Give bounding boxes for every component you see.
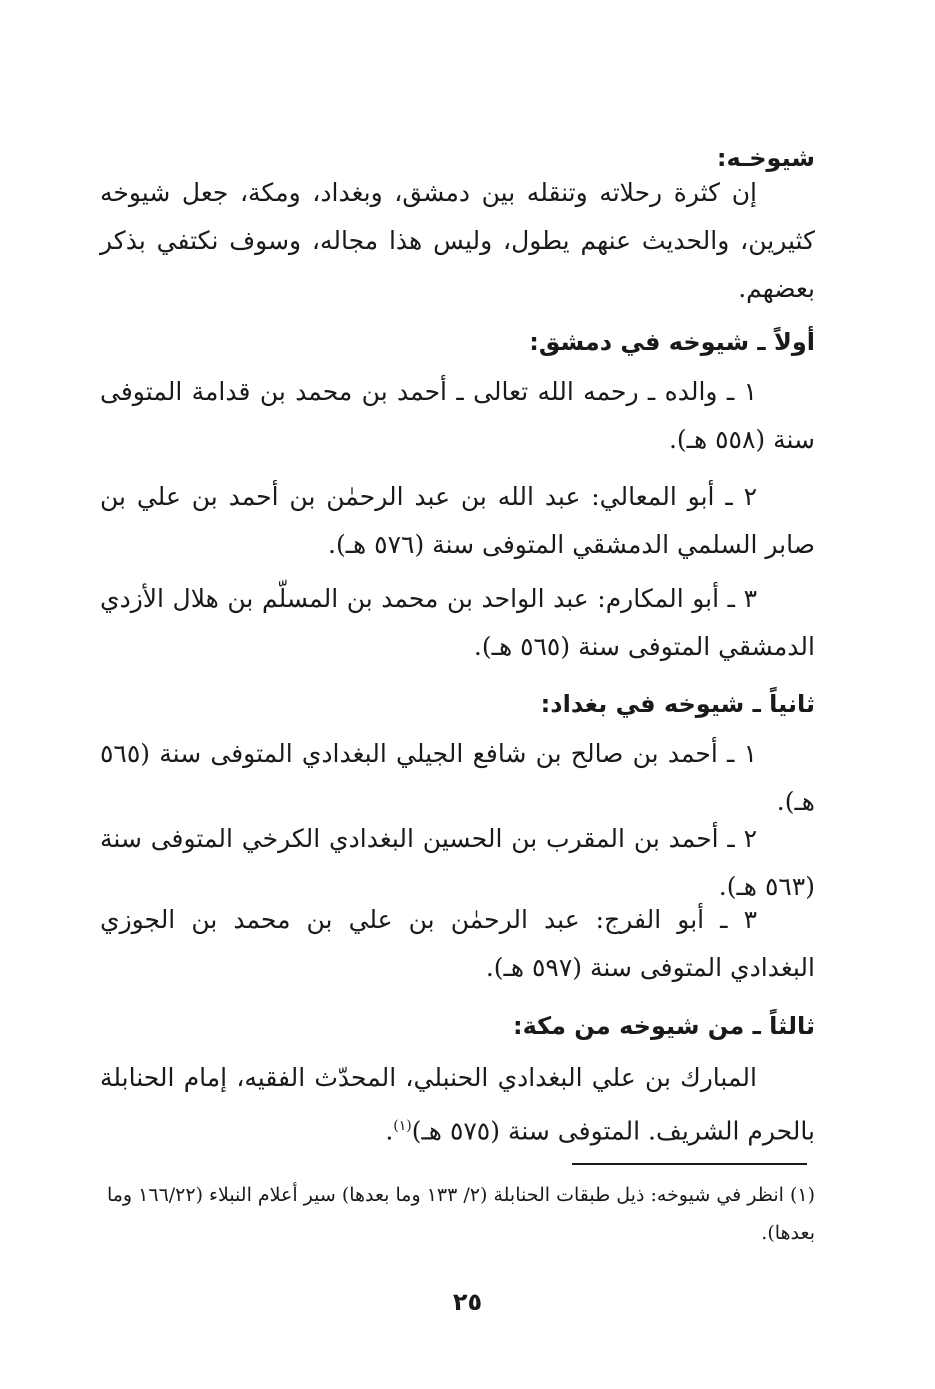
section1-title: أولاً ـ شيوخه في دمشق:: [529, 328, 815, 356]
section1-item-2: ٢ ـ أبو المعالي: عبد الله بن عبد الرحمٰن بن أحمد بن علي بن صابر السلمي الدمشقي المتوفى سنة (٥٧٦ هـ).: [100, 482, 815, 559]
section2-item-2: ٢ ـ أحمد بن المقرب بن الحسين البغدادي الكرخي المتوفى سنة (٥٦٣ هـ).: [100, 824, 815, 901]
page-number: ٢٥: [452, 1288, 483, 1316]
section2-title: ثانياً ـ شيوخه في بغداد:: [540, 690, 815, 718]
section-heading-shuyukh: شيوخـه:: [716, 144, 815, 172]
section3-end: .: [385, 1116, 394, 1146]
footnote: (١) انظر في شيوخه: ذيل طبقات الحنابلة (٢/ ١٣٣ وما بعدها) سير أعلام النبلاء (١٦٦/٢٢ وما بعدها).: [106, 1184, 815, 1244]
section2-item-3: ٣ ـ أبو الفرج: عبد الرحمٰن بن علي بن محمد بن الجوزي البغدادي المتوفى سنة (٥٩٧ هـ).: [100, 905, 815, 982]
section3-title: ثالثاً ـ من شيوخه من مكة:: [512, 1012, 815, 1040]
section1-item-3: ٣ ـ أبو المكارم: عبد الواحد بن محمد بن المسلّم بن هلال الأزدي الدمشقي المتوفى سنة (٥٦٥ هـ).: [100, 584, 815, 661]
section3-paragraph: [100, 1054, 815, 1155]
footnote-separator: [572, 1163, 807, 1165]
section2-item-1: ١ ـ أحمد بن صالح بن شافع الجيلي البغدادي المتوفى سنة (٥٦٥ هـ).: [100, 739, 815, 816]
section1-item-1: ١ ـ والده ـ رحمه الله تعالى ـ أحمد بن محمد بن قدامة المتوفى سنة (٥٥٨ هـ).: [100, 377, 815, 454]
intro-paragraph: إن كثرة رحلاته وتنقله بين دمشق، وبغداد، ومكة، جعل شيوخه كثيرين، والحديث عنهم يطول، وليس هذا مجاله، وسوف نكتفي بذكر بعضهم.: [100, 178, 815, 303]
footnote-marker: (١): [393, 1118, 412, 1134]
section3-text: المبارك بن علي البغدادي الحنبلي، المحدّث الفقيه، إمام الحنابلة بالحرم الشريف. المتوفى سنة (٥٧٥ هـ): [100, 1063, 815, 1146]
